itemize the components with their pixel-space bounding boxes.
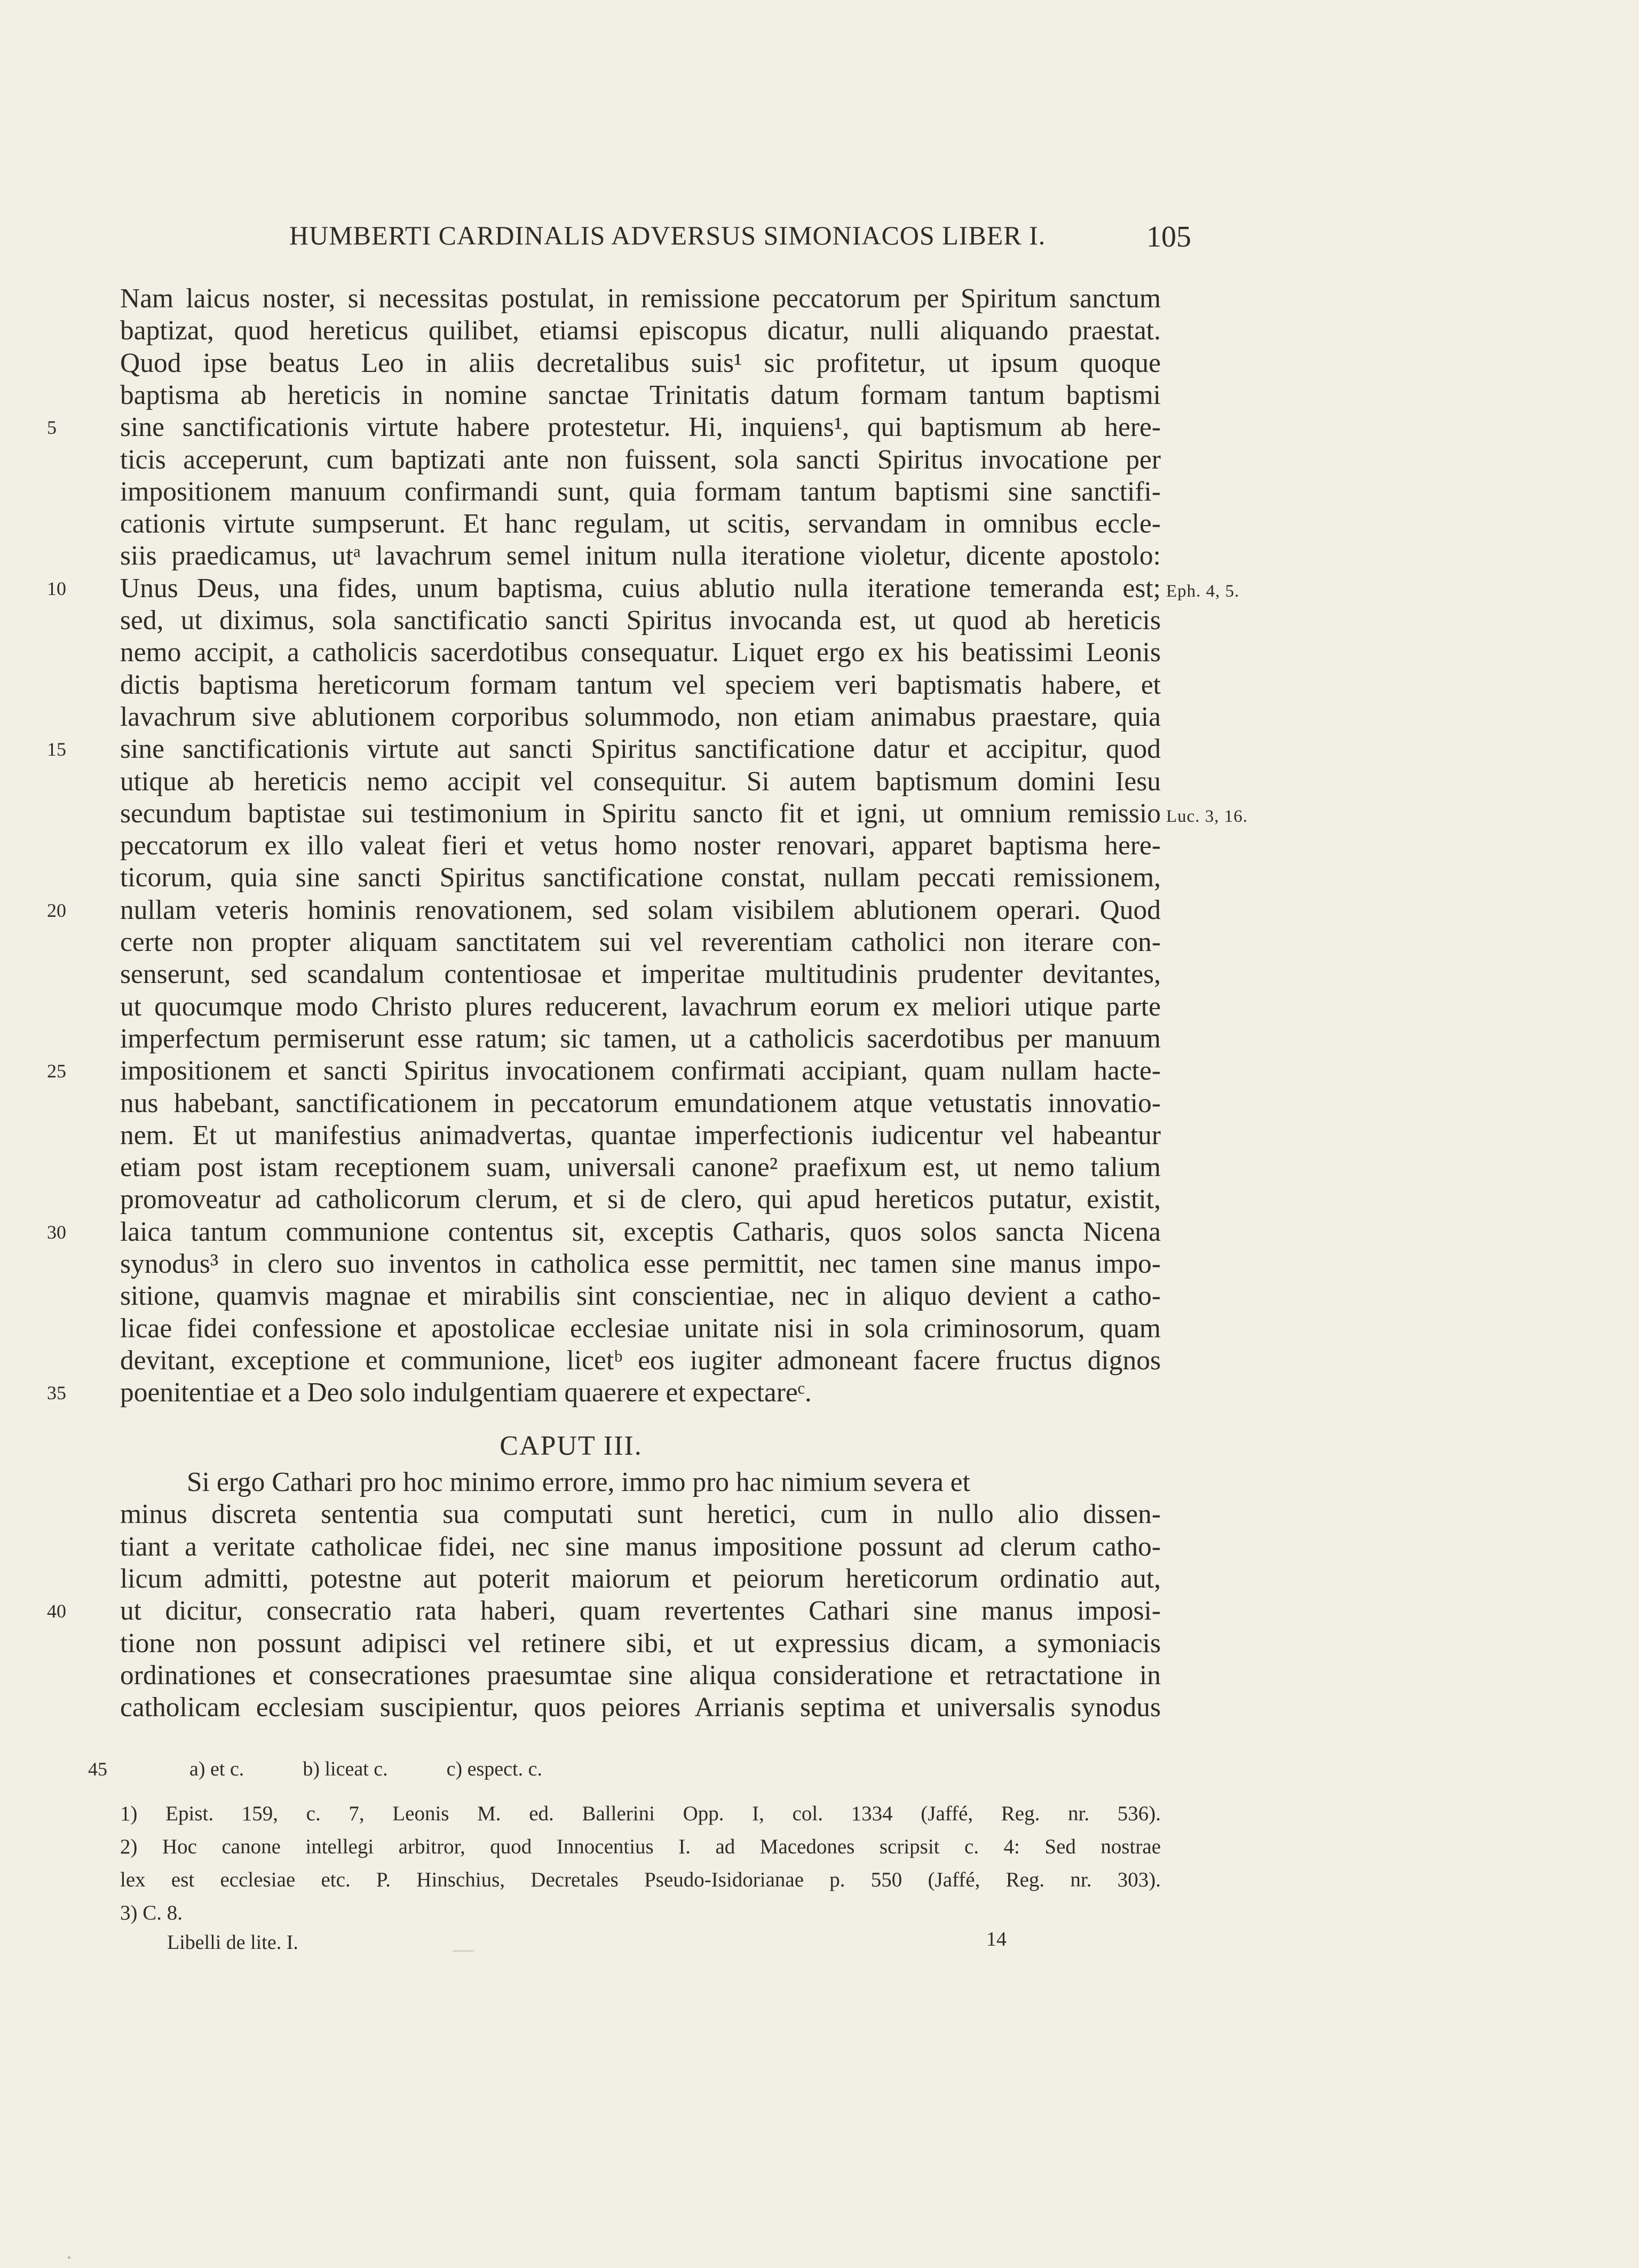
text-line: secundum baptistae sui testimonium in Spiritu sancto fit et igni, ut omnium remissio: [120, 798, 1161, 829]
text-line: siis praedicamus, utᵃ lavachrum semel initum nulla iteratione violetur, dicente apostolo:: [120, 541, 1161, 572]
text-line: Si ergo Cathari pro hoc minimo errore, immo pro hac nimium severa et: [187, 1467, 970, 1497]
line-number: 35: [47, 1382, 66, 1404]
footnote: 2) Hoc canone intellegi arbitror, quod Innocentius I. ad Macedones scripsit c. 4: Sed nostrae: [120, 1835, 1161, 1858]
text-line: baptizat, quod hereticus quilibet, etiamsi episcopus dicatur, nulli aliquando praestat.: [120, 315, 1161, 346]
text-line: certe non propter aliquam sanctitatem sui vel reverentiam catholici non iterare con-: [120, 927, 1161, 957]
line-number: 10: [47, 577, 66, 599]
page-number: 105: [1146, 220, 1191, 253]
text-line: catholicam ecclesiam suscipientur, quos peiores Arrianis septima et universalis synodus: [120, 1692, 1161, 1723]
variant-c: c) espect. c.: [446, 1758, 542, 1780]
text-line: ticorum, quia sine sancti Spiritus sanctificatione constat, nullam peccati remissionem,: [120, 862, 1161, 893]
text-line: nemo accipit, a catholicis sacerdotibus consequatur. Liquet ergo ex his beatissimi Leonis: [120, 637, 1161, 668]
text-line: imperfectum permiserunt esse ratum; sic tamen, ut a catholicis sacerdotibus per manuum: [120, 1023, 1161, 1054]
text-line: peccatorum ex illo valeat fieri et vetus homo noster renovari, apparet baptisma here-: [120, 830, 1161, 861]
text-line: laica tantum communione contentus sit, exceptis Catharis, quos solos sancta Nicena: [120, 1216, 1161, 1247]
text-line: nem. Et ut manifestius animadvertas, quantae imperfectionis iudicentur vel habeantur: [120, 1120, 1161, 1151]
line-number: 5: [47, 417, 57, 439]
running-head: [118, 220, 1191, 257]
line-number: 15: [47, 739, 66, 760]
variant-readings: [189, 1756, 542, 1782]
footnote: 1) Epist. 159, c. 7, Leonis M. ed. Ballerini Opp. I, col. 1334 (Jaffé, Reg. nr. 536).: [120, 1802, 1161, 1825]
text-line: ut quocumque modo Christo plures reducerent, lavachrum eorum ex meliori utique parte: [120, 991, 1161, 1022]
text-line: devitant, exceptione et communione, licetᵇ eos iugiter admoneant facere fructus dignos: [120, 1345, 1161, 1376]
signature-number: 14: [986, 1928, 1007, 1950]
text-line: poenitentiae et a Deo solo indulgentiam quaerere et expectareᶜ.: [120, 1377, 812, 1408]
text-line: dictis baptisma hereticorum formam tantum vel speciem veri baptismatis habere, et: [120, 669, 1161, 700]
text-line: impositionem manuum confirmandi sunt, quia formam tantum baptismi sine sanctifi-: [120, 476, 1161, 507]
text-line: ticis acceperunt, cum baptizati ante non fuissent, sola sancti Spiritus invocatione per: [120, 444, 1161, 475]
text-line: lavachrum sive ablutionem corporibus solummodo, non etiam animabus praestare, quia: [120, 701, 1161, 732]
text-line: promoveatur ad catholicorum clerum, et si de clero, qui apud hereticos putatur, existit,: [120, 1184, 1161, 1215]
text-line: synodus³ in clero suo inventos in catholica esse permittit, nec tamen sine manus impo-: [120, 1249, 1161, 1279]
text-line: sed, ut diximus, sola sanctificatio sancti Spiritus invocanda est, ut quod ab hereticis: [120, 605, 1161, 636]
signature-mark: Libelli de lite. I.: [167, 1931, 298, 1954]
text-line: baptisma ab hereticis in nomine sanctae Trinitatis datum formam tantum baptismi: [120, 379, 1161, 410]
text-line: nullam veteris hominis renovationem, sed solam visibilem ablutionem operari. Quod: [120, 894, 1161, 925]
line-number: 40: [47, 1600, 66, 1622]
text-line: senserunt, sed scandalum contentiosae et imperitae multitudinis prudenter devitantes,: [120, 959, 1161, 990]
text-line: utique ab hereticis nemo accipit vel consequitur. Si autem baptismum domini Iesu: [120, 766, 1161, 797]
text-line: Unus Deus, una fides, unum baptisma, cuius ablutio nulla iteratione temeranda est;: [120, 573, 1161, 604]
text-line: minus discreta sententia sua computati sunt heretici, cum in nullo alio dissen-: [120, 1499, 1161, 1530]
text-line: etiam post istam receptionem suam, universali canone² praefixum est, ut nemo talium: [120, 1152, 1161, 1183]
chapter-heading: CAPUT III.: [500, 1431, 643, 1461]
variant-b: b) liceat c.: [303, 1758, 388, 1780]
running-title: HUMBERTI CARDINALIS ADVERSUS SIMONIACOS LIBER I.: [289, 220, 1046, 250]
text-line: sine sanctificationis virtute aut sancti Spiritus sanctificatione datur et accipitur, quod: [120, 734, 1161, 765]
text-line: ordinationes et consecrationes praesumtae sine aliqua consideratione et retractatione in: [120, 1660, 1161, 1691]
text-line: Quod ipse beatus Leo in aliis decretalibus suis¹ sic profitetur, ut ipsum quoque: [120, 347, 1161, 378]
text-line: tiant a veritate catholicae fidei, nec sine manus impositione possunt ad clerum catho-: [120, 1531, 1161, 1562]
text-line: tione non possunt adipisci vel retinere sibi, et ut expressius dicam, a symoniacis: [120, 1628, 1161, 1659]
footnote: 3) C. 8.: [120, 1901, 183, 1924]
print-speck: [453, 1950, 474, 1952]
text-line: ut dicitur, consecratio rata haberi, quam revertentes Cathari sine manus imposi-: [120, 1596, 1161, 1627]
variant-a: a) et c.: [189, 1758, 244, 1780]
footnote: lex est ecclesiae etc. P. Hinschius, Decretales Pseudo-Isidorianae p. 550 (Jaffé, Reg. nr. 303).: [120, 1868, 1161, 1891]
line-number: 45: [88, 1758, 107, 1780]
text-line: sitione, quamvis magnae et mirabilis sint conscientiae, nec in aliquo devient a catho-: [120, 1281, 1161, 1312]
line-number: 30: [47, 1221, 66, 1243]
text-line: cationis virtute sumpserunt. Et hanc regulam, ut scitis, servandam in omnibus eccle-: [120, 509, 1161, 540]
print-speck: [68, 2256, 70, 2259]
line-number: 20: [47, 899, 66, 921]
line-number: 25: [47, 1060, 66, 1082]
text-line: Nam laicus noster, si necessitas postulat, in remissione peccatorum per Spiritum sanctum: [120, 283, 1161, 314]
text-line: sine sanctificationis virtute habere protestetur. Hi, inquiens¹, qui baptismum ab here-: [120, 412, 1161, 443]
text-line: licae fidei confessione et apostolicae ecclesiae unitate nisi in sola criminosorum, quam: [120, 1313, 1161, 1344]
margin-reference: Luc. 3, 16.: [1166, 807, 1248, 826]
text-line: impositionem et sancti Spiritus invocationem confirmati accipiant, quam nullam hacte-: [120, 1056, 1161, 1087]
margin-reference: Eph. 4, 5.: [1166, 582, 1240, 601]
text-line: licum admitti, potestne aut poterit maiorum et peiorum hereticorum ordinatio aut,: [120, 1563, 1161, 1594]
text-line: nus habebant, sanctificationem in peccatorum emundationem atque vetustatis innovatio-: [120, 1088, 1161, 1119]
